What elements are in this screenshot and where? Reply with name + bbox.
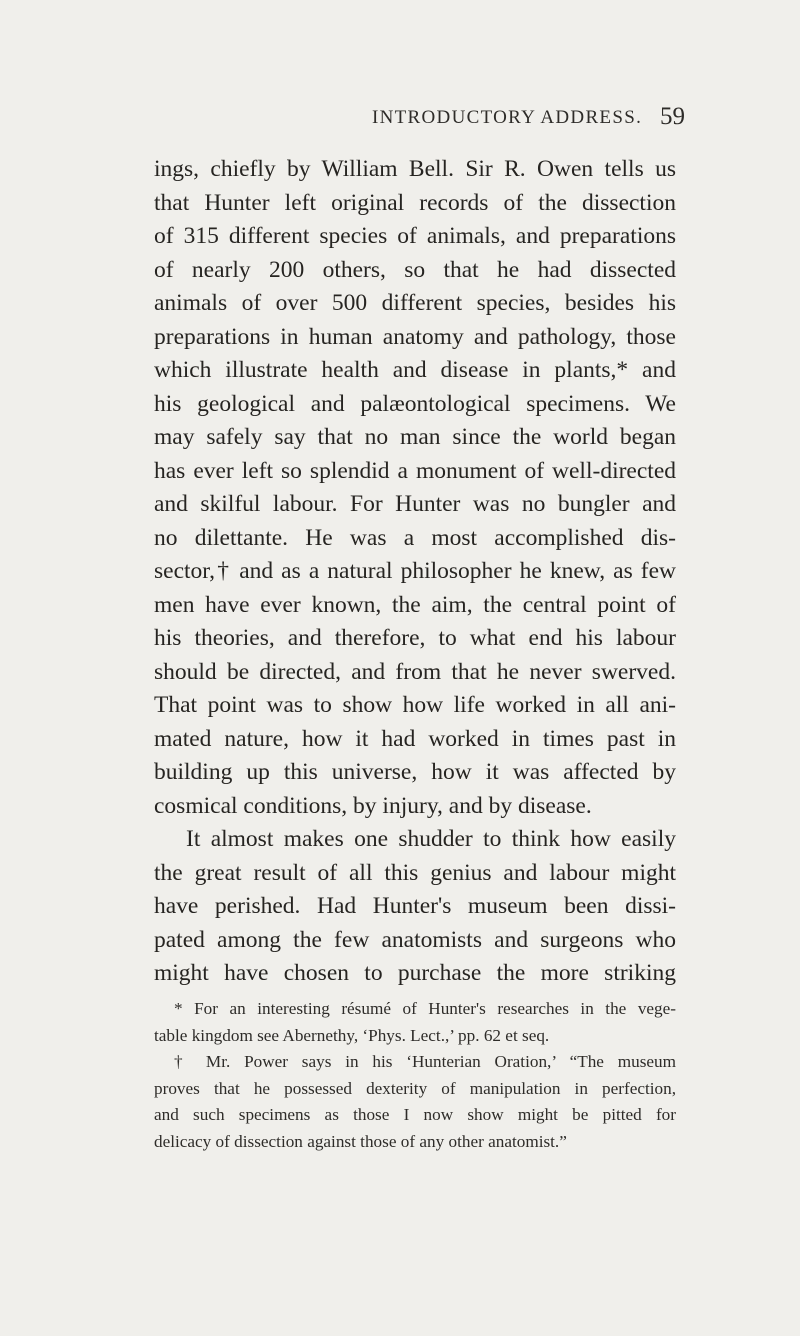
text-line: pated among the few anatomists and surgeons who bbox=[154, 926, 676, 953]
text-line: mated nature, how it had worked in times past in bbox=[154, 725, 676, 752]
running-title: INTRODUCTORY ADDRESS. bbox=[372, 107, 643, 128]
body-text bbox=[154, 153, 676, 991]
text-line: which illustrate health and disease in plants,* and bbox=[154, 357, 676, 383]
footnotes bbox=[154, 996, 676, 1155]
footnote-line: proves that he possessed dexterity of manipulation in perfection, bbox=[154, 1078, 676, 1098]
text-line: have perished. Had Hunter's museum been dissi- bbox=[154, 893, 676, 919]
footnote-line: † Mr. Power says in his ‘Hunterian Oration,’ “The museum bbox=[174, 1052, 676, 1071]
text-line: animals of over 500 different species, besides his bbox=[154, 290, 676, 316]
text-line: That point was to show how life worked in all ani- bbox=[154, 692, 676, 718]
page-number: 59 bbox=[660, 103, 685, 130]
text-line: and skilful labour. For Hunter was no bungler and bbox=[154, 491, 676, 517]
footnote-line: * For an interesting résumé of Hunter's researches in the vege- bbox=[174, 999, 676, 1018]
text-line: of 315 different species of animals, and preparations bbox=[154, 223, 676, 249]
text-line: no dilettante. He was a most accomplished dis- bbox=[154, 524, 676, 551]
text-line: the great result of all this genius and labour might bbox=[154, 859, 676, 886]
text-line: building up this universe, how it was affected by bbox=[154, 759, 676, 785]
text-line: has ever left so splendid a monument of well-directed bbox=[154, 457, 676, 484]
text-line: may safely say that no man since the world began bbox=[154, 424, 676, 450]
text-line: of nearly 200 others, so that he had dissected bbox=[154, 256, 676, 283]
text-line: ings, chiefly by William Bell. Sir R. Owen tells us bbox=[154, 156, 676, 182]
text-line: It almost makes one shudder to think how easily bbox=[186, 826, 676, 852]
text-line: preparations in human anatomy and pathology, those bbox=[154, 323, 676, 350]
text-line: men have ever known, the aim, the central point of bbox=[154, 591, 676, 618]
footnote-line: delicacy of dissection against those of any other anatomist.” bbox=[154, 1131, 567, 1151]
footnote-line: table kingdom see Abernethy, ‘Phys. Lect.,’ pp. 62 et seq. bbox=[154, 1025, 550, 1045]
text-line: should be directed, and from that he never swerved. bbox=[154, 658, 676, 685]
text-line: that Hunter left original records of the dissection bbox=[154, 189, 676, 216]
text-line: cosmical conditions, by injury, and by disease. bbox=[154, 792, 592, 819]
text-line: his geological and palæontological specimens. We bbox=[154, 390, 676, 417]
text-line: sector,† and as a natural philosopher he knew, as few bbox=[154, 558, 676, 584]
text-line: his theories, and therefore, to what end his labour bbox=[154, 625, 676, 651]
footnote-line: and such specimens as those I now show might be pitted for bbox=[154, 1105, 676, 1124]
running-head bbox=[0, 103, 800, 133]
text-line: might have chosen to purchase the more striking bbox=[154, 960, 676, 986]
